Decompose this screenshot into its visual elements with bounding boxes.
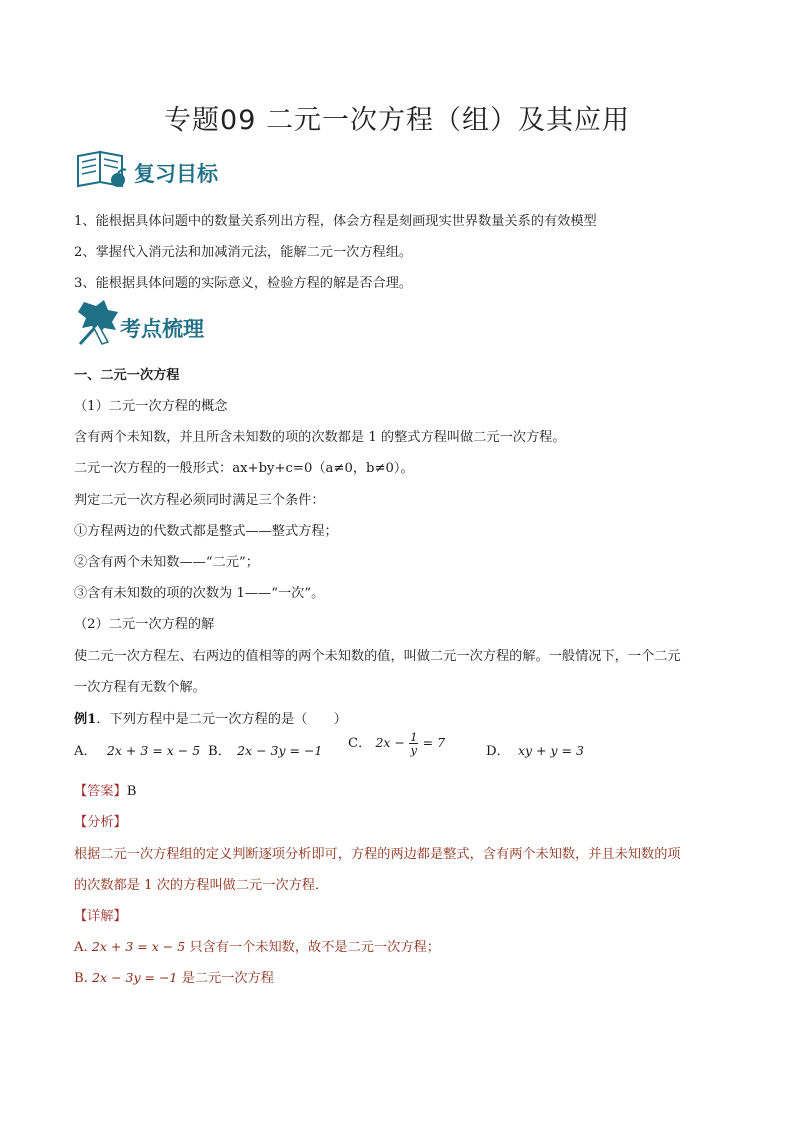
example-label: 例1 — [74, 712, 97, 727]
solution-text-line-1: 使二元一次方程左、右两边的值相等的两个未知数的值，叫做二元一次方程的解。一般情况下，一个二元 — [74, 649, 681, 664]
option-c — [348, 731, 445, 756]
sub-heading-solution: （2）二元一次方程的解 — [74, 617, 215, 632]
option-c-fraction — [409, 731, 418, 756]
answer-value: B — [126, 784, 137, 799]
analysis-line-2: 的次数都是 1 次的方程叫做二元一次方程． — [74, 878, 329, 893]
option-a — [74, 740, 200, 759]
option-b-label: B． — [208, 744, 231, 759]
option-a-math: 2x + 3 = x − 5 — [106, 743, 201, 758]
detail-b-text: 是二元一次方程 — [181, 971, 274, 986]
condition-2: ②含有两个未知数——“二元”； — [74, 555, 259, 570]
answer-line — [74, 780, 136, 799]
option-b-math: 2x − 3y = −1 — [237, 743, 323, 758]
detail-a-math: 2x + 3 = x − 5 — [91, 939, 186, 954]
detail-b — [74, 967, 274, 986]
general-form-text: 二元一次方程的一般形式：ax+by+c=0（a≠0，b≠0）。 — [74, 461, 414, 476]
detail-tag: 【详解】 — [74, 909, 127, 924]
section-heading-key-points: 考点梳理 — [120, 317, 204, 341]
sub-heading-concept: （1）二元一次方程的概念 — [74, 399, 228, 414]
detail-b-prefix: B. — [74, 971, 88, 986]
solution-text-line-2: 一次方程有无数个解。 — [74, 680, 206, 695]
option-d-math: xy + y = 3 — [517, 743, 584, 758]
option-d — [486, 740, 584, 759]
detail-a-text: 只含有一个未知数，故不是二元一次方程； — [189, 940, 440, 955]
analysis-line-1: 根据二元一次方程组的定义判断逐项分析即可，方程的两边都是整式，含有两个未知数，并且未知数的项 — [74, 847, 681, 862]
definition-text: 含有两个未知数，并且所含未知数的项的次数都是 1 的整式方程叫做二元一次方程。 — [74, 430, 566, 445]
section-heading-review-goals: 复习目标 — [134, 162, 218, 186]
detail-a — [74, 936, 440, 955]
goal-item-3: 3、能根据具体问题的实际意义，检验方程的解是否合理。 — [74, 276, 413, 291]
option-c-math-pre: 2x − — [375, 735, 405, 750]
book-icon — [74, 148, 130, 190]
analysis-tag: 【分析】 — [74, 815, 127, 830]
leaf-pen-icon — [74, 298, 122, 348]
answer-tag: 【答案】 — [74, 784, 127, 799]
option-a-label: A． — [74, 744, 97, 759]
option-b — [208, 740, 322, 759]
option-c-denominator: y — [410, 743, 418, 757]
detail-b-math: 2x − 3y = −1 — [92, 970, 178, 985]
example-question-text: ．下列方程中是二元一次方程的是（ ） — [96, 712, 347, 727]
example-question — [74, 708, 347, 727]
option-c-numerator: 1 — [410, 730, 418, 744]
goal-item-1: 1、能根据具体问题中的数量关系列出方程，体会方程是刻画现实世界数量关系的有效模型 — [74, 214, 597, 229]
page-title: 专题09 二元一次方程（组）及其应用 — [164, 105, 630, 136]
detail-a-prefix: A. — [74, 940, 88, 955]
part-title: 一、二元一次方程 — [74, 368, 180, 383]
condition-1: ①方程两边的代数式都是整式——整式方程； — [74, 524, 338, 539]
option-d-label: D． — [486, 744, 510, 759]
option-c-label: C． — [348, 736, 372, 751]
conditions-intro: 判定二元一次方程必须同时满足三个条件： — [74, 493, 325, 508]
goal-item-2: 2、掌握代入消元法和加减消元法，能解二元一次方程组。 — [74, 245, 413, 260]
option-c-math-post: = 7 — [422, 735, 446, 750]
condition-3: ③含有未知数的项的次数为 1——“一次”。 — [74, 586, 325, 601]
